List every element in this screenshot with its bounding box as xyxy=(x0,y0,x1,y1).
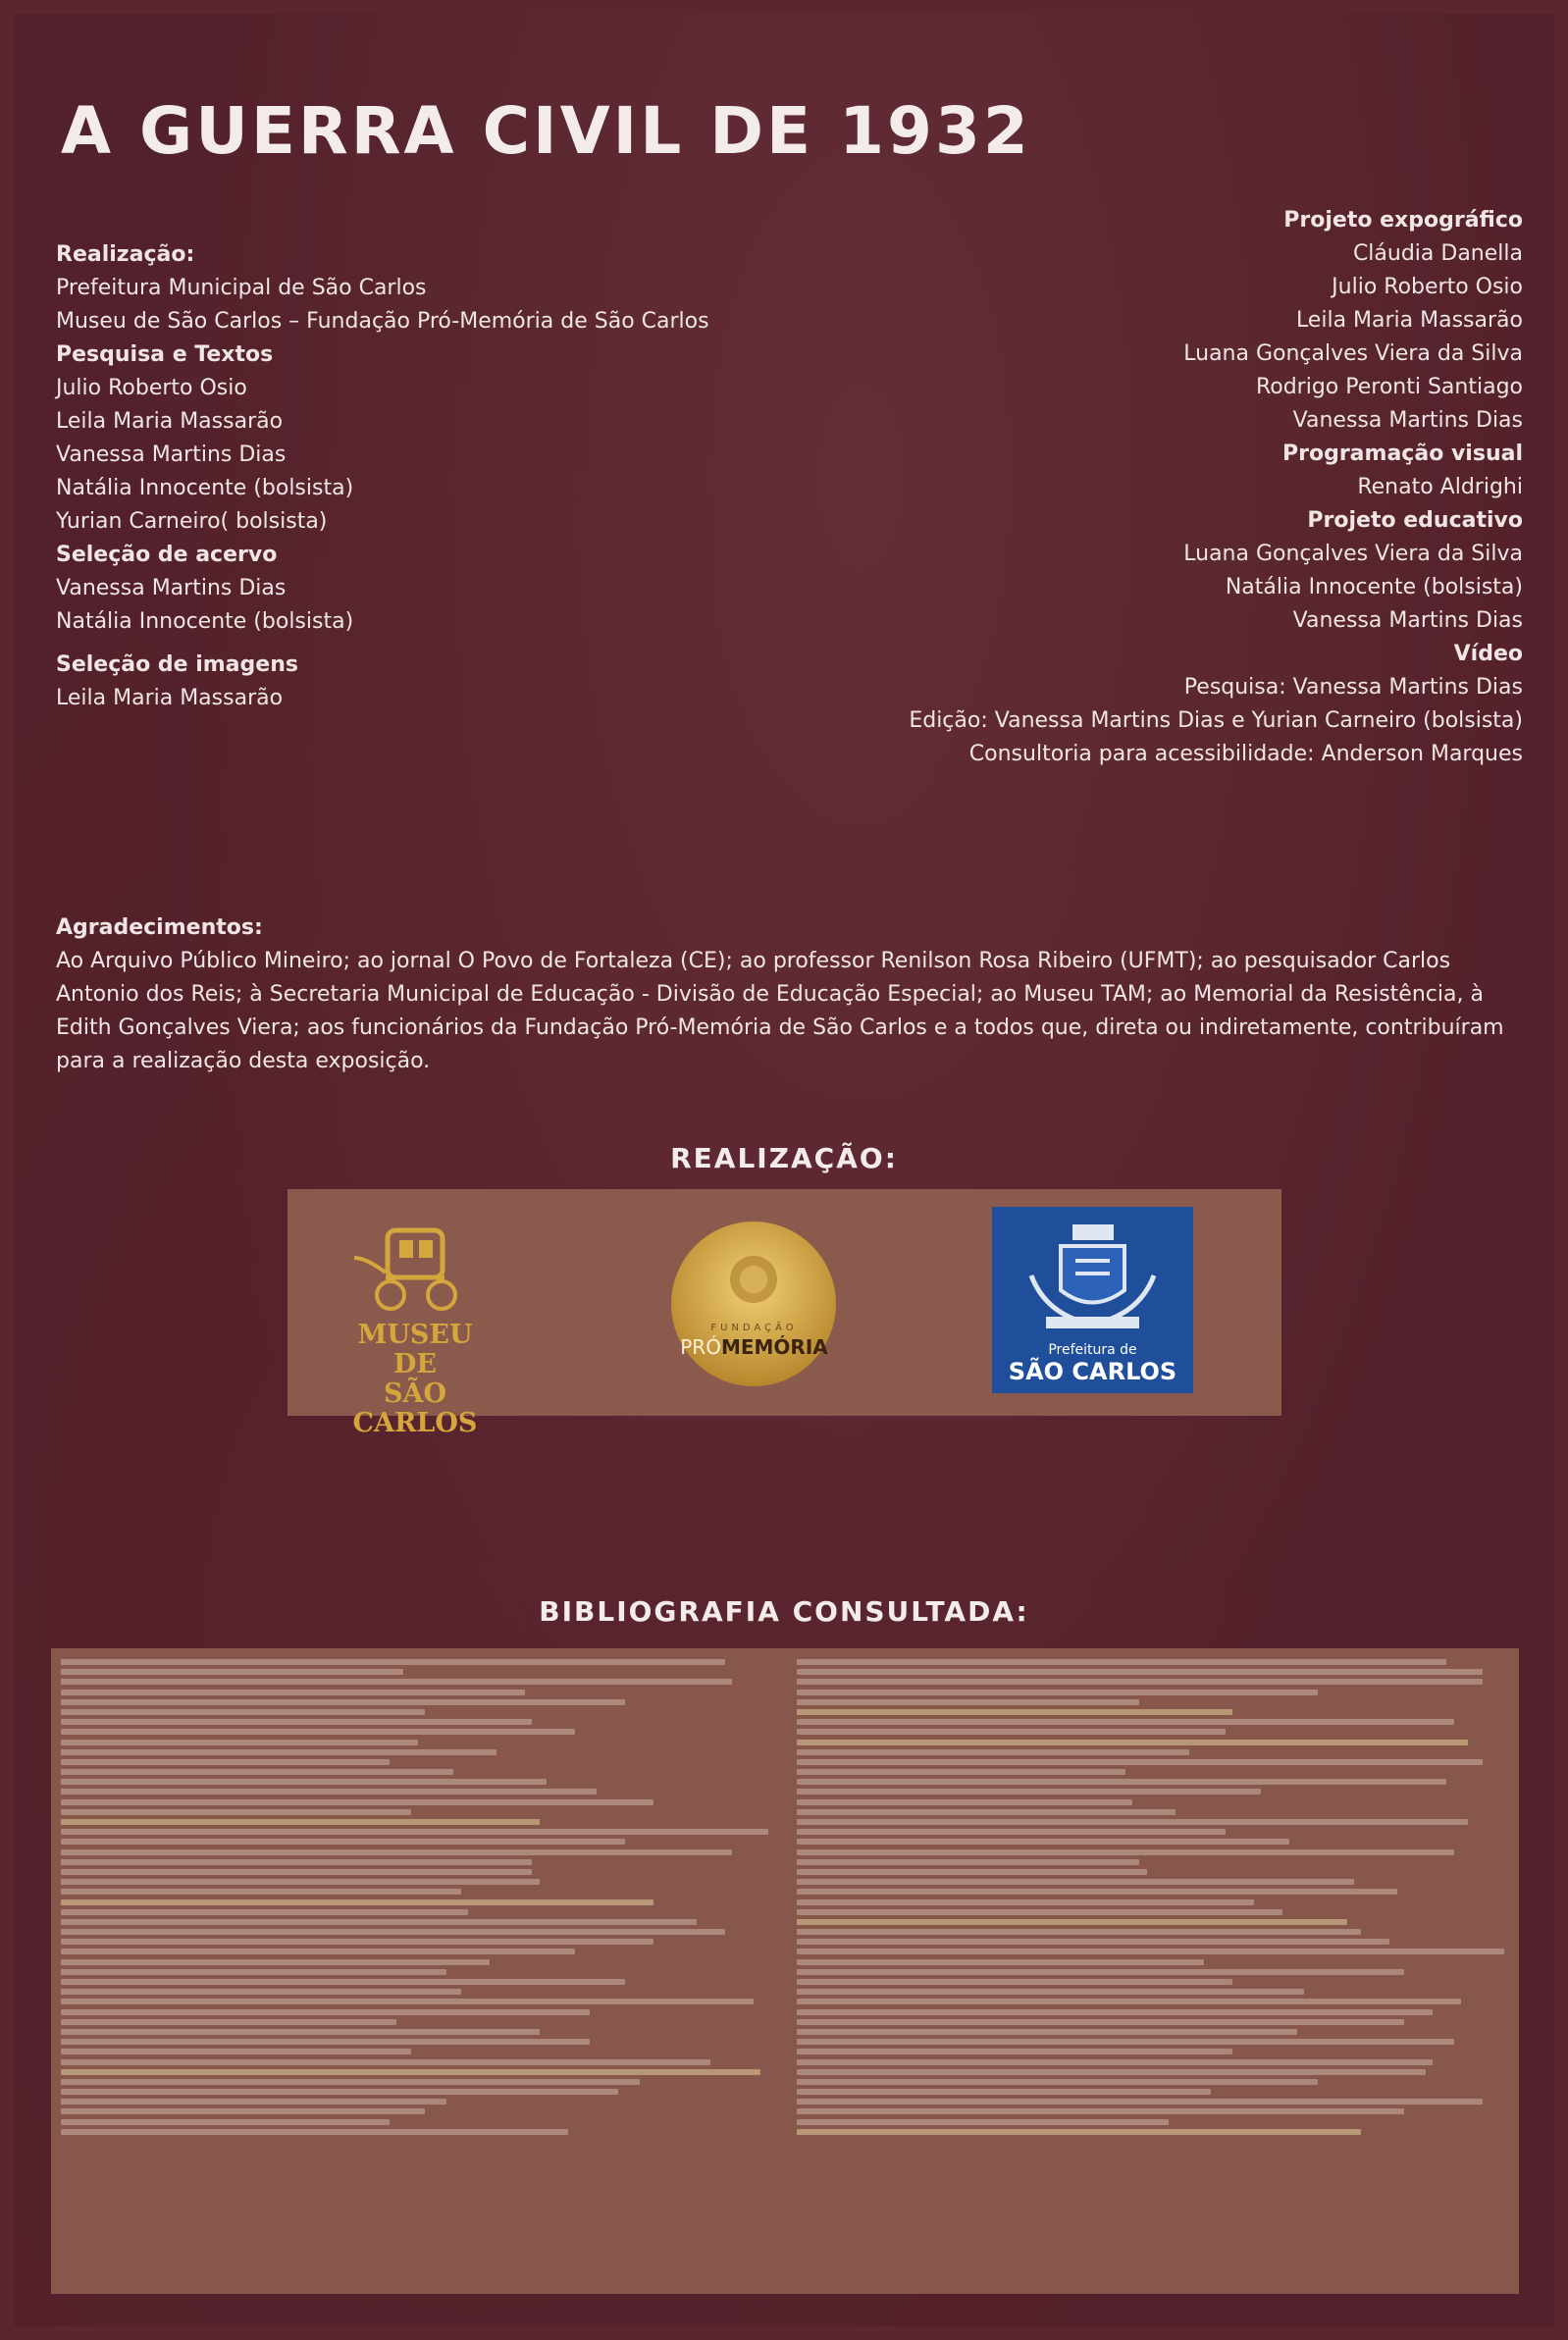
credit-left-heading: Realização: xyxy=(56,242,195,267)
bibliography-entry-line xyxy=(61,1799,653,1805)
prefeitura-sao-carlos-logo xyxy=(992,1207,1193,1393)
credit-left-heading: Seleção de imagens xyxy=(56,652,298,677)
bibliography-panel xyxy=(51,1648,1519,2294)
bibliography-entry-line xyxy=(61,1679,732,1685)
credit-right-name: Cláudia Danella xyxy=(1352,241,1523,266)
prefeitura-line1: Prefeitura de xyxy=(1048,1342,1137,1358)
credit-left-name: Natália Innocente (bolsista) xyxy=(56,609,354,634)
credit-left-name: Leila Maria Massarão xyxy=(56,686,284,710)
bibliography-entry-line xyxy=(797,1699,1139,1705)
bibliography-entry-line xyxy=(61,1959,490,1965)
bibliography-entry-line xyxy=(797,1909,1282,1915)
bibliography-entry-line xyxy=(797,1829,1226,1835)
bibliography-entry-line xyxy=(797,1740,1468,1745)
bibliography-entry-line xyxy=(797,1719,1454,1725)
credit-right-heading: Programação visual xyxy=(1282,442,1523,466)
credit-right-name: Luana Gonçalves Viera da Silva xyxy=(1183,542,1523,566)
bibliography-entry-line xyxy=(797,1979,1232,1985)
bibliography-entry-line xyxy=(797,2079,1318,2085)
bibliography-entry-line xyxy=(61,1889,461,1895)
bibliography-entry-line xyxy=(61,1839,625,1845)
credit-right-name: Consultoria para acessibilidade: Anderson Marques xyxy=(968,742,1523,766)
bibliography-entry-line xyxy=(797,1709,1232,1715)
credit-left-name: Museu de São Carlos – Fundação Pró-Memória de São Carlos xyxy=(56,309,709,334)
museu-sao-carlos-logo xyxy=(346,1219,484,1438)
bibliography-entry-line xyxy=(61,1979,625,1985)
bibliography-entry-line xyxy=(61,1659,725,1665)
credit-right-name: Vanessa Martins Dias xyxy=(1292,408,1523,433)
bibliography-entry-line xyxy=(61,2069,760,2075)
bibliography-entry-line xyxy=(61,1949,575,1954)
bibliography-entry-line xyxy=(797,2089,1211,2095)
bibliography-entry-line xyxy=(797,1839,1289,1845)
bibliography-entry-line xyxy=(797,1929,1361,1935)
bibliography-entry-line xyxy=(61,2079,640,2085)
bibliography-column-left xyxy=(61,1656,775,2139)
museu-line2: SÃO CARLOS xyxy=(352,1378,478,1438)
sponsor-logo-panel xyxy=(287,1189,1281,1438)
bibliography-entry-line xyxy=(797,1809,1176,1815)
bibliography-entry-line xyxy=(797,1669,1483,1675)
bibliography-entry-line xyxy=(797,2129,1361,2135)
bibliography-entry-line xyxy=(797,2009,1433,2015)
sponsors-heading: REALIZAÇÃO: xyxy=(670,1142,898,1174)
bibliography-entry-line xyxy=(61,1969,446,1975)
bibliography-entry-line xyxy=(797,1959,1204,1965)
bibliography-entry-line xyxy=(797,1939,1389,1945)
credit-left-name: Julio Roberto Osio xyxy=(56,376,247,400)
bibliography-entry-line xyxy=(797,1769,1125,1775)
bibliography-entry-line xyxy=(797,1749,1189,1755)
bibliography-entry-line xyxy=(797,2108,1404,2114)
credit-right-name: Leila Maria Massarão xyxy=(1295,308,1523,333)
bibliography-entry-line xyxy=(61,1690,525,1695)
credit-left-name: Natália Innocente (bolsista) xyxy=(56,476,354,500)
bibliography-entry-line xyxy=(797,2119,1169,2125)
bibliography-entry-line xyxy=(61,1779,547,1785)
bibliography-heading: BIBLIOGRAFIA CONSULTADA: xyxy=(539,1595,1029,1628)
bibliography-entry-line xyxy=(797,1869,1147,1875)
bibliography-entry-line xyxy=(61,1769,453,1775)
bibliography-entry-line xyxy=(61,2129,568,2135)
acknowledgements-title: Agradecimentos: xyxy=(56,915,263,940)
bibliography-entry-line xyxy=(61,1919,697,1925)
bibliography-entry-line xyxy=(61,1740,418,1745)
bibliography-entry-line xyxy=(61,1759,390,1765)
bibliography-entry-line xyxy=(797,1889,1397,1895)
bibliography-entry-line xyxy=(61,1829,768,1835)
bibliography-entry-line xyxy=(797,1989,1304,1995)
bibliography-entry-line xyxy=(797,1759,1483,1765)
credit-right-name: Pesquisa: Vanessa Martins Dias xyxy=(1183,675,1523,700)
credit-left-name: Yurian Carneiro( bolsista) xyxy=(56,509,328,534)
credit-right-name: Rodrigo Peronti Santiago xyxy=(1255,375,1523,399)
bibliography-entry-line xyxy=(61,2049,411,2054)
carriage-icon xyxy=(346,1219,484,1317)
bibliography-entry-line xyxy=(797,1999,1461,2004)
bibliography-entry-line xyxy=(61,1729,575,1735)
bibliography-entry-line xyxy=(797,2099,1483,2105)
bibliography-entry-line xyxy=(61,2059,710,2065)
bibliography-entry-line xyxy=(61,1749,497,1755)
bibliography-entry-line xyxy=(797,1729,1226,1735)
coat-of-arms-icon xyxy=(992,1207,1193,1344)
bibliography-entry-line xyxy=(61,2019,396,2025)
bibliography-entry-line xyxy=(61,2099,446,2105)
bibliography-entry-line xyxy=(797,2069,1426,2075)
acknowledgements xyxy=(56,911,1518,1078)
bibliography-entry-line xyxy=(61,1719,532,1725)
credit-left-name: Prefeitura Municipal de São Carlos xyxy=(56,276,427,300)
credit-right-heading: Vídeo xyxy=(1453,642,1523,666)
bibliography-entry-line xyxy=(61,1899,653,1905)
bibliography-entry-line xyxy=(797,1779,1446,1785)
fundacao-name-a: PRÓ xyxy=(680,1335,721,1359)
bibliography-entry-line xyxy=(61,2029,540,2035)
credit-right-name: Renato Aldrighi xyxy=(1357,475,1523,499)
credit-right-name: Natália Innocente (bolsista) xyxy=(1225,575,1523,599)
fundacao-pro-memoria-logo xyxy=(668,1219,840,1390)
bibliography-column-right xyxy=(797,1656,1511,2139)
credit-right-name: Julio Roberto Osio xyxy=(1332,275,1523,299)
bibliography-entry-line xyxy=(61,2108,425,2114)
bibliography-entry-line xyxy=(797,1859,1139,1865)
bibliography-entry-line xyxy=(797,1789,1261,1794)
museu-line1: MUSEU DE xyxy=(357,1320,473,1379)
acknowledgements-text: Ao Arquivo Público Mineiro; ao jornal O Povo de Fortaleza (CE); ao professor Renilson Rosa Ribeiro (UFMT); ao pesquisador Carlos Antonio dos Reis; à Secretaria Municipal de Educação - Divisão de Educação Especial; ao Museu TAM; ao Memorial da Resistência, à Edith Gonçalves Viera; aos funcionários da Fundação Pró-Memória de São Carlos e a todos que, direta ou indiretamente, contribuíram para a realização desta exposição. xyxy=(56,949,1504,1073)
bibliography-entry-line xyxy=(61,1999,754,2004)
bibliography-entry-line xyxy=(797,2039,1454,2045)
bibliography-entry-line xyxy=(797,1659,1446,1665)
fundacao-small-label: FUNDAÇÃO xyxy=(710,1323,798,1333)
bibliography-entry-line xyxy=(797,1849,1454,1855)
credit-right-name: Luana Gonçalves Viera da Silva xyxy=(1183,341,1523,366)
bibliography-entry-line xyxy=(61,1939,653,1945)
bibliography-entry-line xyxy=(61,1909,468,1915)
prefeitura-line2: SÃO CARLOS xyxy=(1008,1358,1177,1385)
credit-right-heading: Projeto expográfico xyxy=(1283,208,1523,233)
bibliography-entry-line xyxy=(61,1849,732,1855)
fundacao-name-b: MEMÓRIA xyxy=(720,1335,828,1359)
bibliography-entry-line xyxy=(797,1690,1318,1695)
bibliography-entry-line xyxy=(797,2019,1404,2025)
bibliography-entry-line xyxy=(61,1869,532,1875)
poster-title: A GUERRA CIVIL DE 1932 xyxy=(61,93,1031,169)
bibliography-entry-line xyxy=(61,1699,625,1705)
bibliography-entry-line xyxy=(61,1879,540,1885)
bibliography-entry-line xyxy=(797,1919,1347,1925)
bibliography-entry-line xyxy=(797,1819,1468,1825)
bibliography-entry-line xyxy=(61,1929,725,1935)
bibliography-entry-line xyxy=(797,1879,1354,1885)
bibliography-entry-line xyxy=(797,1969,1404,1975)
credit-left-heading: Seleção de acervo xyxy=(56,543,278,567)
bibliography-entry-line xyxy=(61,1989,461,1995)
bibliography-entry-line xyxy=(61,2039,590,2045)
credit-left-name: Leila Maria Massarão xyxy=(56,409,284,434)
bibliography-entry-line xyxy=(797,2059,1433,2065)
bibliography-entry-line xyxy=(797,2049,1232,2054)
bibliography-entry-line xyxy=(61,2009,590,2015)
bibliography-entry-line xyxy=(61,2119,390,2125)
bibliography-entry-line xyxy=(61,1809,411,1815)
bibliography-entry-line xyxy=(61,1859,532,1865)
bibliography-entry-line xyxy=(797,1679,1483,1685)
bibliography-entry-line xyxy=(61,1669,403,1675)
credit-left-name: Vanessa Martins Dias xyxy=(56,442,287,467)
bibliography-entry-line xyxy=(61,2089,618,2095)
credit-left-name: Vanessa Martins Dias xyxy=(56,576,287,600)
credits-left xyxy=(56,238,762,715)
bibliography-entry-line xyxy=(61,1789,597,1794)
bibliography-entry-line xyxy=(797,1949,1504,1954)
credit-right-name: Vanessa Martins Dias xyxy=(1292,608,1523,633)
bibliography-entry-line xyxy=(61,1819,540,1825)
credit-right-name: Edição: Vanessa Martins Dias e Yurian Carneiro (bolsista) xyxy=(909,708,1523,733)
credits-right xyxy=(738,204,1523,771)
bibliography-entry-line xyxy=(797,2029,1297,2035)
pro-memoria-seal-icon xyxy=(668,1219,840,1390)
bibliography-entry-line xyxy=(797,1899,1254,1905)
bibliography-entry-line xyxy=(61,1709,425,1715)
credit-left-heading: Pesquisa e Textos xyxy=(56,342,274,367)
credit-right-heading: Projeto educativo xyxy=(1307,508,1523,533)
bibliography-entry-line xyxy=(797,1799,1132,1805)
